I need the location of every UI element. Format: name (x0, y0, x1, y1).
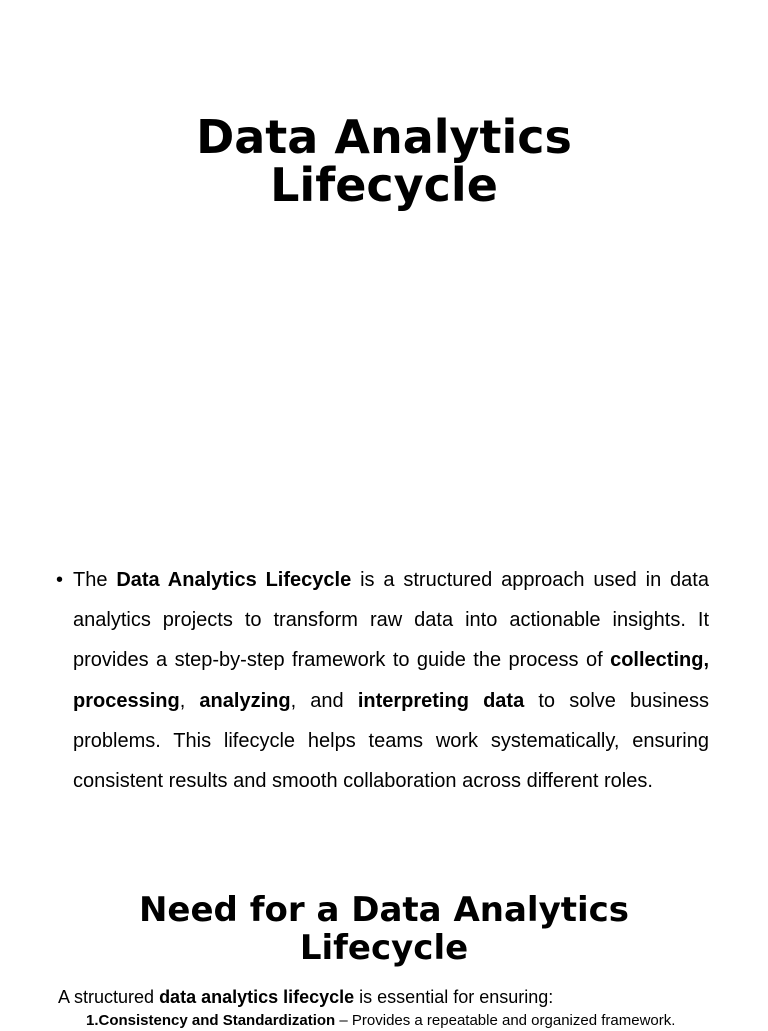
intro-text-2: is a structured approach used in data analytics projects to transform raw data into actionable insights. It provides a step-by-step framework to guide the process of (73, 569, 709, 672)
need-intro-text-2: is essential for ensuring: (354, 987, 554, 1007)
intro-bold-3: analyzing (199, 689, 291, 712)
intro-text-4: , and (290, 689, 358, 712)
intro-text-5: to solve business problems. This lifecycle helps teams work systematically, ensuring consistent results and smooth collaboration across different roles. (73, 689, 709, 793)
intro-bold-2: collecting, processing (73, 649, 709, 712)
slide-title-line-2: Lifecycle (270, 158, 498, 212)
intro-paragraph (73, 560, 709, 801)
intro-text-3: , (179, 689, 200, 712)
list-item (86, 1011, 726, 1031)
intro-text-1: The (73, 569, 117, 591)
list-item-label: 1.Consistency and Standardization (86, 1012, 336, 1029)
need-intro-text-1: A structured (58, 987, 160, 1007)
slide-title (0, 110, 768, 212)
need-intro-bold: data analytics lifecycle (159, 987, 355, 1007)
section-title (0, 891, 768, 967)
intro-bullet (56, 560, 709, 801)
intro-bold-1: Data Analytics Lifecycle (116, 569, 352, 591)
section-title-line-2: Lifecycle (299, 928, 469, 968)
slide-title-line-1: Data Analytics (196, 110, 572, 164)
list-item-text: – Provides a repeatable and organized framework. (335, 1012, 676, 1029)
intro-bold-4: interpreting data (357, 689, 525, 712)
section-title-line-1: Need for a Data Analytics (138, 890, 630, 930)
need-intro (58, 985, 738, 1009)
need-list (86, 1011, 726, 1031)
bullet-dot-icon: • (56, 569, 64, 591)
